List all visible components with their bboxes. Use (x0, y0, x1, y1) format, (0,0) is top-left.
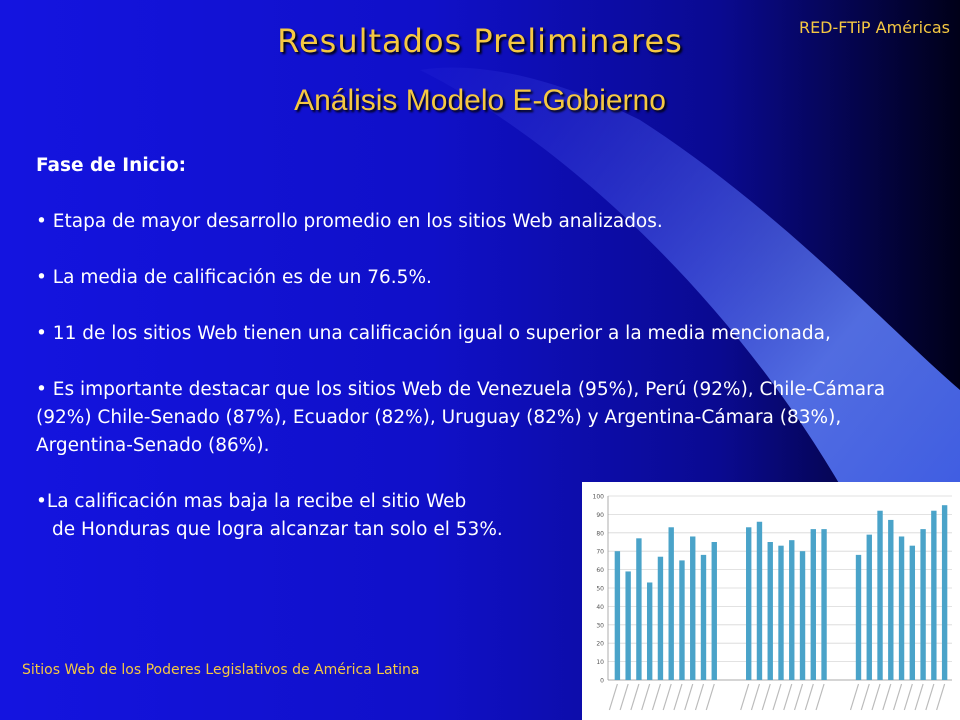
x-tick-label-mark (685, 684, 693, 710)
footer-text: Sitios Web de los Poderes Legislativos de América Latina (22, 662, 420, 678)
x-tick-label-mark (652, 684, 660, 710)
chart-bar (931, 511, 936, 680)
y-tick-label: 90 (596, 511, 604, 519)
chart-bar (636, 538, 641, 680)
x-tick-label-mark (674, 684, 682, 710)
chart-bar (757, 522, 762, 680)
x-tick-label-mark (609, 684, 617, 710)
y-tick-label: 100 (592, 493, 604, 501)
x-tick-label-mark (784, 684, 792, 710)
chart-bar (800, 551, 805, 680)
phase-heading: Fase de Inicio: (36, 155, 187, 176)
x-tick-label-mark (706, 684, 714, 710)
chart-bar (615, 551, 620, 680)
chart-bar (811, 529, 816, 680)
y-tick-label: 40 (596, 603, 604, 611)
x-tick-label-mark (805, 684, 813, 710)
x-tick-label-mark (773, 684, 781, 710)
x-tick-label-mark (851, 684, 859, 710)
y-tick-label: 50 (596, 585, 604, 593)
x-tick-label-mark (751, 684, 759, 710)
bullet-item: • Es importante destacar que los sitios Web de Venezuela (95%), Perú (92%), Chile-Cámara (92%) Chile-Senado (87%), Ecuador (82%), Uruguay (82%) y Argentina-Cámara (83%), Argentina-Senado (86%). (36, 379, 886, 456)
brand-label: RED-FTiP Américas (798, 18, 950, 37)
x-tick-label-mark (695, 684, 703, 710)
x-tick-label-mark (904, 684, 912, 710)
x-tick-label-mark (762, 684, 770, 710)
chart-bar (899, 536, 904, 680)
chart-bar (856, 555, 861, 680)
bullet-item: de Honduras que logra alcanzar tan solo el 53%. (52, 519, 503, 540)
bullet-item: • Etapa de mayor desarrollo promedio en los sitios Web analizados. (36, 211, 663, 232)
x-tick-label-mark (795, 684, 803, 710)
y-tick-label: 0 (600, 677, 604, 685)
x-tick-label-mark (937, 684, 945, 710)
chart-bar (690, 536, 695, 680)
chart-bar (701, 555, 706, 680)
x-tick-label-mark (915, 684, 923, 710)
chart-bar (712, 542, 717, 680)
chart-bar (789, 540, 794, 680)
chart-bar (942, 505, 947, 680)
chart-bar (669, 527, 674, 680)
x-tick-label-mark (741, 684, 749, 710)
x-tick-label-mark (861, 684, 869, 710)
chart-bar (746, 527, 751, 680)
bar-chart (582, 482, 960, 720)
chart-bar (910, 546, 915, 680)
y-tick-label: 80 (596, 530, 604, 538)
x-tick-label-mark (816, 684, 824, 710)
chart-bar (679, 560, 684, 680)
y-tick-label: 20 (596, 640, 604, 648)
chart-bar (658, 557, 663, 680)
x-tick-label-mark (620, 684, 628, 710)
chart-bar (768, 542, 773, 680)
chart-bar (920, 529, 925, 680)
chart-bar (778, 546, 783, 680)
x-tick-label-mark (926, 684, 934, 710)
bullet-item: • La media de calificación es de un 76.5%. (36, 267, 432, 288)
bullet-item: • 11 de los sitios Web tienen una calificación igual o superior a la media mencionada, (36, 323, 831, 344)
chart-bar (888, 520, 893, 680)
x-tick-label-mark (872, 684, 880, 710)
page-title: Resultados Preliminares (277, 22, 683, 60)
x-tick-label-mark (883, 684, 891, 710)
y-tick-label: 10 (596, 659, 604, 667)
bar-chart-svg (582, 482, 960, 720)
bullet-item: •La calificación mas baja la recibe el sitio Web (36, 491, 467, 512)
x-tick-label-mark (631, 684, 639, 710)
chart-bar (625, 571, 630, 680)
x-tick-label-mark (642, 684, 650, 710)
y-tick-label: 70 (596, 548, 604, 556)
chart-bar (647, 582, 652, 680)
y-tick-label: 30 (596, 622, 604, 630)
chart-bar (867, 535, 872, 680)
x-tick-label-mark (894, 684, 902, 710)
y-tick-label: 60 (596, 567, 604, 575)
x-tick-label-mark (663, 684, 671, 710)
chart-bar (821, 529, 826, 680)
page-subtitle: Análisis Modelo E-Gobierno (294, 84, 666, 117)
chart-bar (877, 511, 882, 680)
